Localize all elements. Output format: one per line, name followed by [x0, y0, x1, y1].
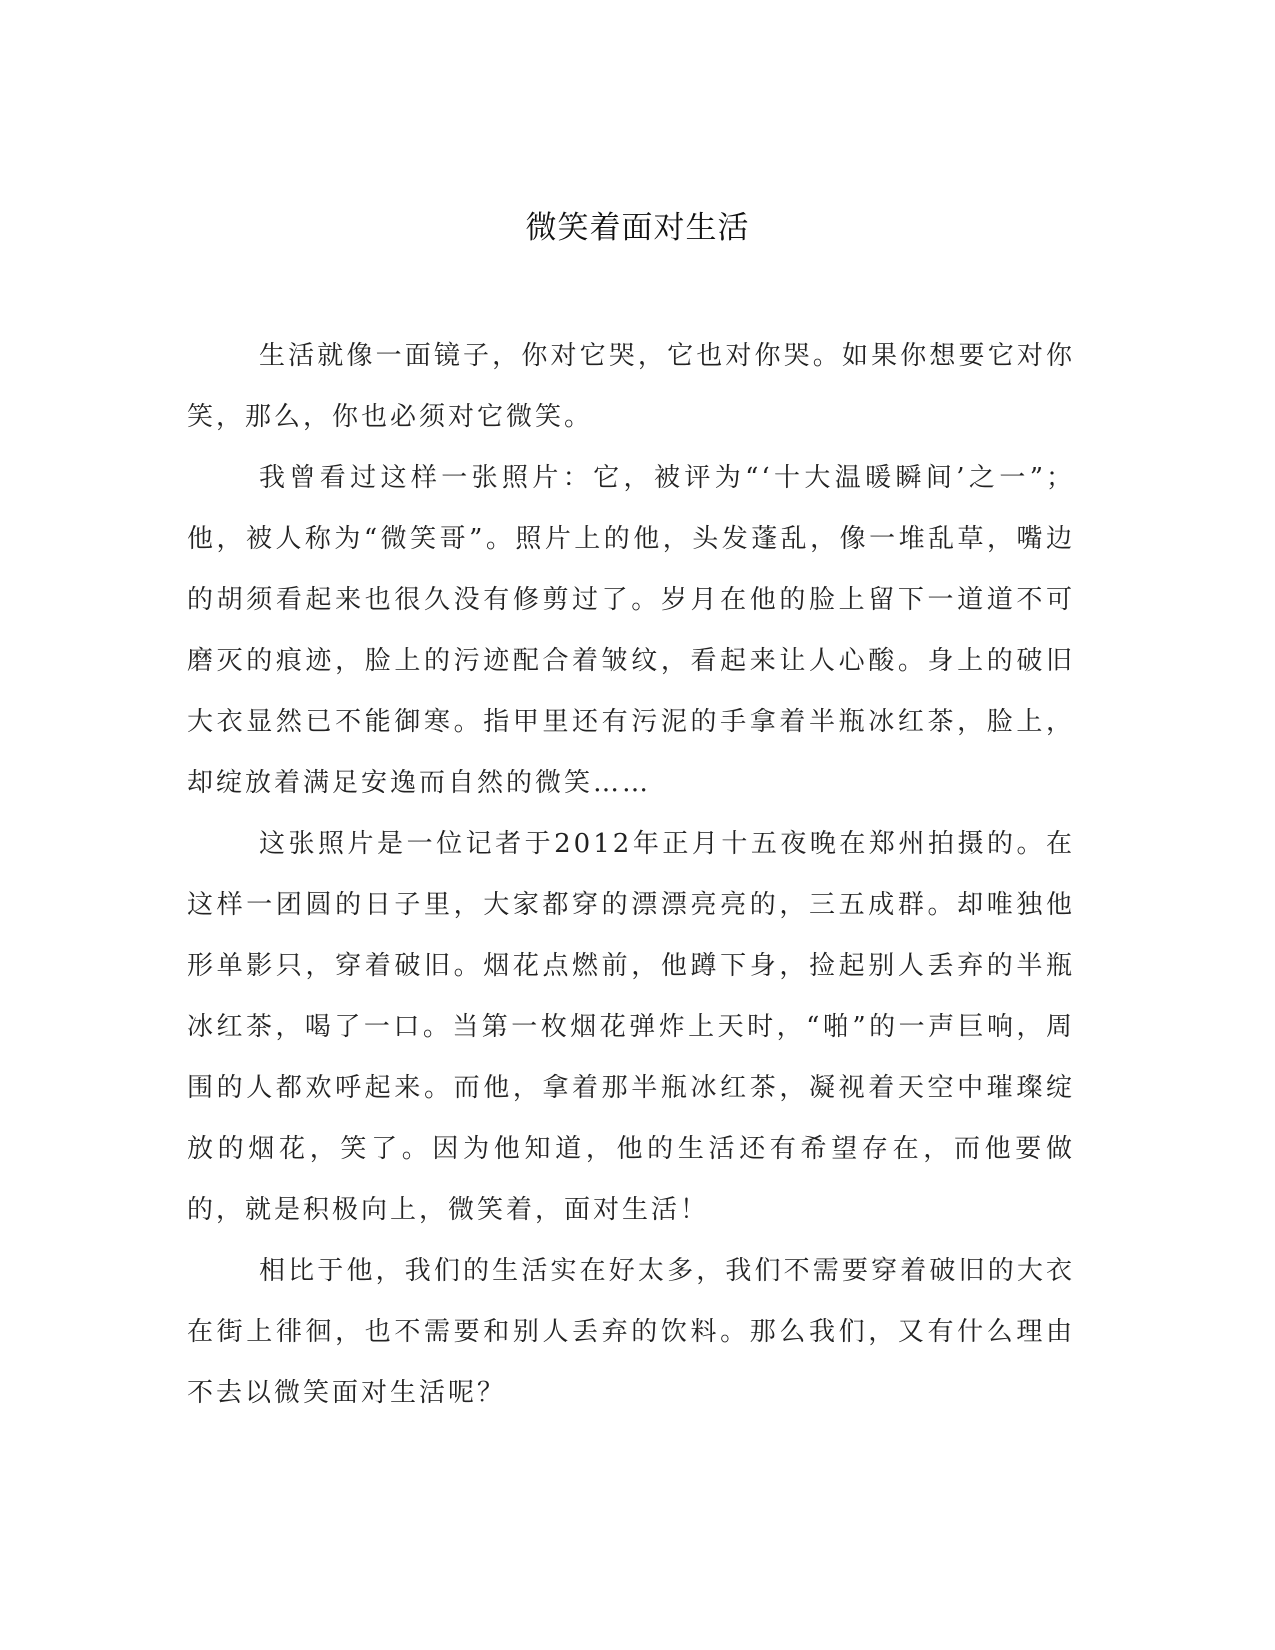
paragraph-3: 这张照片是一位记者于2012年正月十五夜晚在郑州拍摄的。在这样一团圆的日子里，大家都穿的漂漂亮亮的，三五成群。却唯独他形单影只，穿着破旧。烟花点燃前，他蹲下身，捡起别人丢弃的半瓶冰红茶，喝了一口。当第一枚烟花弹炸上天时，“啪”的一声巨响，周围的人都欢呼起来。而他，拿着那半瓶冰红茶，凝视着天空中璀璨绽放的烟花，笑了。因为他知道，他的生活还有希望存在，而他要做的，就是积极向上，微笑着，面对生活！	[187, 829, 1075, 1225]
paragraph-4: 相比于他，我们的生活实在好太多，我们不需要穿着破旧的大衣在街上徘徊，也不需要和别人丢弃的饮料。那么我们，又有什么理由不去以微笑面对生活呢？	[187, 1256, 1075, 1408]
paragraph-2: 我曾看过这样一张照片：它，被评为“‘十大温暖瞬间’之一”；他，被人称为“微笑哥”。照片上的他，头发蓬乱，像一堆乱草，嘴边的胡须看起来也很久没有修剪过了。岁月在他的脸上留下一道道不可磨灭的痕迹，脸上的污迹配合着皱纹，看起来让人心酸。身上的破旧大衣显然已不能御寒。指甲里还有污泥的手拿着半瓶冰红茶，脸上，却绽放着满足安逸而自然的微笑……	[187, 463, 1075, 798]
document-title: 微笑着面对生活	[525, 210, 750, 246]
document-body	[187, 326, 1075, 1424]
paragraph-1: 生活就像一面镜子，你对它哭，它也对你哭。如果你想要它对你笑，那么，你也必须对它微笑。	[187, 341, 1075, 432]
